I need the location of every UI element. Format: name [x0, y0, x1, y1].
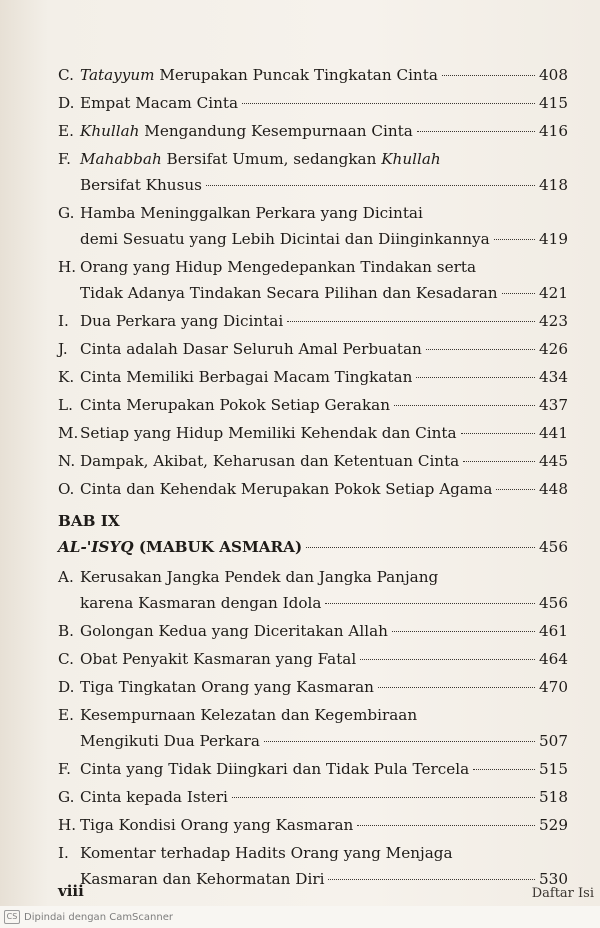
toc-entry	[58, 392, 568, 418]
toc-entry	[58, 646, 568, 672]
entry-line	[80, 336, 568, 362]
entry-letter: O.	[58, 480, 75, 498]
toc-entry	[58, 756, 568, 782]
entry-body	[80, 674, 568, 700]
entry-line	[80, 564, 568, 590]
entry-text: Cinta adalah Dasar Seluruh Amal Perbuatan	[80, 340, 422, 358]
toc-entry	[58, 476, 568, 502]
dot-leader	[392, 631, 535, 632]
dot-leader	[206, 185, 535, 186]
entry-italic-term: Mahabbah	[80, 150, 162, 168]
toc-entry	[58, 336, 568, 362]
entry-body	[80, 702, 568, 754]
entry-line	[80, 146, 568, 172]
entry-text: Mahabbah Bersifat Umum, sedangkan Khullah	[80, 150, 441, 168]
toc-entry	[58, 90, 568, 116]
entry-line	[80, 840, 568, 866]
entry-line	[80, 476, 568, 502]
entry-text: Golongan Kedua yang Diceritakan Allah	[80, 622, 388, 640]
entry-text: Hamba Meninggalkan Perkara yang Dicintai	[80, 204, 423, 222]
entry-body	[80, 840, 568, 892]
entry-page-number: 437	[539, 396, 568, 414]
entry-text: Setiap yang Hidup Memiliki Kehendak dan Cinta	[80, 424, 457, 442]
chapter-page-number: 456	[539, 538, 568, 556]
entry-text: Dampak, Akibat, Keharusan dan Ketentuan Cinta	[80, 452, 460, 470]
dot-leader	[328, 879, 535, 880]
entry-body	[80, 336, 568, 362]
entry-body	[80, 254, 568, 306]
toc-entry	[58, 784, 568, 810]
toc-entry	[58, 364, 568, 390]
dot-leader	[357, 825, 535, 826]
entry-text: Cinta kepada Isteri	[80, 788, 228, 806]
entry-page-number: 529	[539, 816, 568, 834]
entry-page-number: 408	[539, 66, 568, 84]
dot-leader	[463, 461, 535, 462]
toc-entry	[58, 812, 568, 838]
entry-letter: I.	[58, 312, 69, 330]
entry-letter: M.	[58, 424, 79, 442]
entry-page-number: 421	[539, 284, 568, 302]
dot-leader	[461, 433, 535, 434]
running-footer-cut: Daftar Isi	[531, 886, 594, 901]
entry-page-number: 530	[539, 870, 568, 888]
entry-page-number: 470	[539, 678, 568, 696]
entry-page-number: 518	[539, 788, 568, 806]
entry-line	[80, 200, 568, 226]
entry-page-number: 464	[539, 650, 568, 668]
entry-body	[80, 364, 568, 390]
entry-text: Tatayyum Merupakan Puncak Tingkatan Cinta	[80, 66, 438, 84]
page-folio: viii	[58, 882, 84, 900]
entry-letter: C.	[58, 66, 74, 84]
entry-body	[80, 784, 568, 810]
entry-line	[80, 448, 568, 474]
dot-leader	[306, 547, 535, 548]
entry-letter: L.	[58, 396, 73, 414]
toc-entry	[58, 146, 568, 198]
dot-leader	[242, 103, 535, 104]
entry-text: Cinta Merupakan Pokok Setiap Gerakan	[80, 396, 391, 414]
entry-letter: H.	[58, 816, 77, 834]
entry-page-number: 445	[539, 452, 568, 470]
entry-line	[80, 62, 568, 88]
entry-page-number: 456	[539, 594, 568, 612]
dot-leader	[417, 131, 535, 132]
entry-letter: E.	[58, 122, 74, 140]
entry-letter: B.	[58, 622, 74, 640]
toc-entry	[58, 118, 568, 144]
entry-body	[80, 146, 568, 198]
dot-leader	[232, 797, 535, 798]
entry-page-number: 461	[539, 622, 568, 640]
dot-leader	[442, 75, 535, 76]
entry-line	[80, 812, 568, 838]
toc-entry	[58, 200, 568, 252]
chapter-title-line	[58, 534, 568, 560]
entry-page-number: 415	[539, 94, 568, 112]
entry-body	[80, 646, 568, 672]
dot-leader	[360, 659, 535, 660]
entry-letter: I.	[58, 844, 69, 862]
entry-line	[80, 784, 568, 810]
dot-leader	[494, 239, 535, 240]
dot-leader	[287, 321, 535, 322]
entry-letter: E.	[58, 706, 74, 724]
entry-line	[80, 280, 568, 306]
entry-line	[80, 226, 568, 252]
entry-page-number: 434	[539, 368, 568, 386]
entry-text: Komentar terhadap Hadits Orang yang Menjaga	[80, 844, 453, 862]
entry-page-number: 416	[539, 122, 568, 140]
dot-leader	[325, 603, 535, 604]
entry-text: Cinta yang Tidak Diingkari dan Tidak Pula Tercela	[80, 760, 470, 778]
entry-page-number: 515	[539, 760, 568, 778]
entry-body	[80, 476, 568, 502]
entry-body	[80, 618, 568, 644]
dot-leader	[496, 489, 535, 490]
entry-page-number: 507	[539, 732, 568, 750]
toc-entry	[58, 254, 568, 306]
dot-leader	[416, 377, 535, 378]
entry-body	[80, 308, 568, 334]
entry-letter: J.	[58, 340, 68, 358]
entry-text: Kasmaran dan Kehormatan Diri	[80, 870, 325, 888]
entry-letter: K.	[58, 368, 75, 386]
entry-text: Tiga Kondisi Orang yang Kasmaran	[80, 816, 354, 834]
entry-line	[80, 590, 568, 616]
entry-letter: F.	[58, 150, 71, 168]
entry-text: Dua Perkara yang Dicintai	[80, 312, 284, 330]
entry-text: Mengikuti Dua Perkara	[80, 732, 260, 750]
entry-page-number: 426	[539, 340, 568, 358]
scanner-watermark	[4, 910, 173, 924]
chapter-label: BAB IX	[58, 512, 120, 530]
camscanner-icon: CS	[4, 910, 20, 924]
entry-body	[80, 564, 568, 616]
chapter-title-rest: (MABUK ASMARA)	[133, 538, 303, 556]
entry-line	[80, 646, 568, 672]
entry-line	[80, 618, 568, 644]
entry-text: Orang yang Hidup Mengedepankan Tindakan serta	[80, 258, 476, 276]
toc-entry	[58, 618, 568, 644]
entry-line	[80, 756, 568, 782]
entry-line	[80, 364, 568, 390]
entry-page-number: 423	[539, 312, 568, 330]
entry-text: Kerusakan Jangka Pendek dan Jangka Panjang	[80, 568, 439, 586]
toc-entry	[58, 62, 568, 88]
entry-letter: G.	[58, 204, 75, 222]
entry-page-number: 441	[539, 424, 568, 442]
entry-body	[80, 812, 568, 838]
dot-leader	[378, 687, 535, 688]
toc-entry	[58, 448, 568, 474]
entry-page-number: 448	[539, 480, 568, 498]
entry-body	[80, 420, 568, 446]
entry-italic-term: Khullah	[381, 150, 441, 168]
chapter-heading	[58, 508, 568, 560]
scanner-text: Dipindai dengan CamScanner	[24, 911, 173, 923]
entry-text: Bersifat Khusus	[80, 176, 202, 194]
dot-leader	[426, 349, 535, 350]
entry-text: Tidak Adanya Tindakan Secara Pilihan dan Kesadaran	[80, 284, 498, 302]
entry-body	[80, 200, 568, 252]
entry-body	[80, 62, 568, 88]
entry-text: karena Kasmaran dengan Idola	[80, 594, 322, 612]
entry-line	[80, 702, 568, 728]
entry-letter: G.	[58, 788, 75, 806]
entry-page-number: 418	[539, 176, 568, 194]
entry-text: Kesempurnaan Kelezatan dan Kegembiraan	[80, 706, 418, 724]
entry-line	[80, 866, 568, 892]
entry-italic-term: Tatayyum	[80, 66, 155, 84]
toc-entry	[58, 674, 568, 700]
toc-entry	[58, 702, 568, 754]
toc-entry	[58, 564, 568, 616]
entry-page-number: 419	[539, 230, 568, 248]
entry-text: Empat Macam Cinta	[80, 94, 239, 112]
dot-leader	[473, 769, 535, 770]
entry-line	[80, 392, 568, 418]
entry-body	[80, 756, 568, 782]
entry-letter: C.	[58, 650, 74, 668]
entry-letter: H.	[58, 258, 77, 276]
entry-italic-term: Khullah	[80, 122, 140, 140]
entry-letter: A.	[58, 568, 74, 586]
entry-text: demi Sesuatu yang Lebih Dicintai dan Diinginkannya	[80, 230, 490, 248]
dot-leader	[394, 405, 535, 406]
dot-leader	[264, 741, 535, 742]
entry-line	[80, 674, 568, 700]
entry-text: Cinta dan Kehendak Merupakan Pokok Setiap Agama	[80, 480, 493, 498]
entry-letter: D.	[58, 678, 75, 696]
entry-body	[80, 90, 568, 116]
entry-line	[80, 90, 568, 116]
dot-leader	[502, 293, 535, 294]
entry-letter: D.	[58, 94, 75, 112]
entry-letter: F.	[58, 760, 71, 778]
entry-body	[80, 118, 568, 144]
toc-entry	[58, 308, 568, 334]
entry-body	[80, 392, 568, 418]
entry-line	[80, 254, 568, 280]
entry-body	[80, 448, 568, 474]
toc-entry	[58, 840, 568, 892]
entry-line	[80, 118, 568, 144]
entry-line	[80, 172, 568, 198]
entry-line	[80, 420, 568, 446]
entry-letter: N.	[58, 452, 76, 470]
entry-line	[80, 308, 568, 334]
entry-text: Cinta Memiliki Berbagai Macam Tingkatan	[80, 368, 413, 386]
entry-line	[80, 728, 568, 754]
chapter-title: AL-'ISYQ (MABUK ASMARA)	[58, 538, 303, 556]
entry-text: Tiga Tingkatan Orang yang Kasmaran	[80, 678, 374, 696]
toc-entry	[58, 420, 568, 446]
entry-text: Khullah Mengandung Kesempurnaan Cinta	[80, 122, 413, 140]
entry-text: Obat Penyakit Kasmaran yang Fatal	[80, 650, 357, 668]
